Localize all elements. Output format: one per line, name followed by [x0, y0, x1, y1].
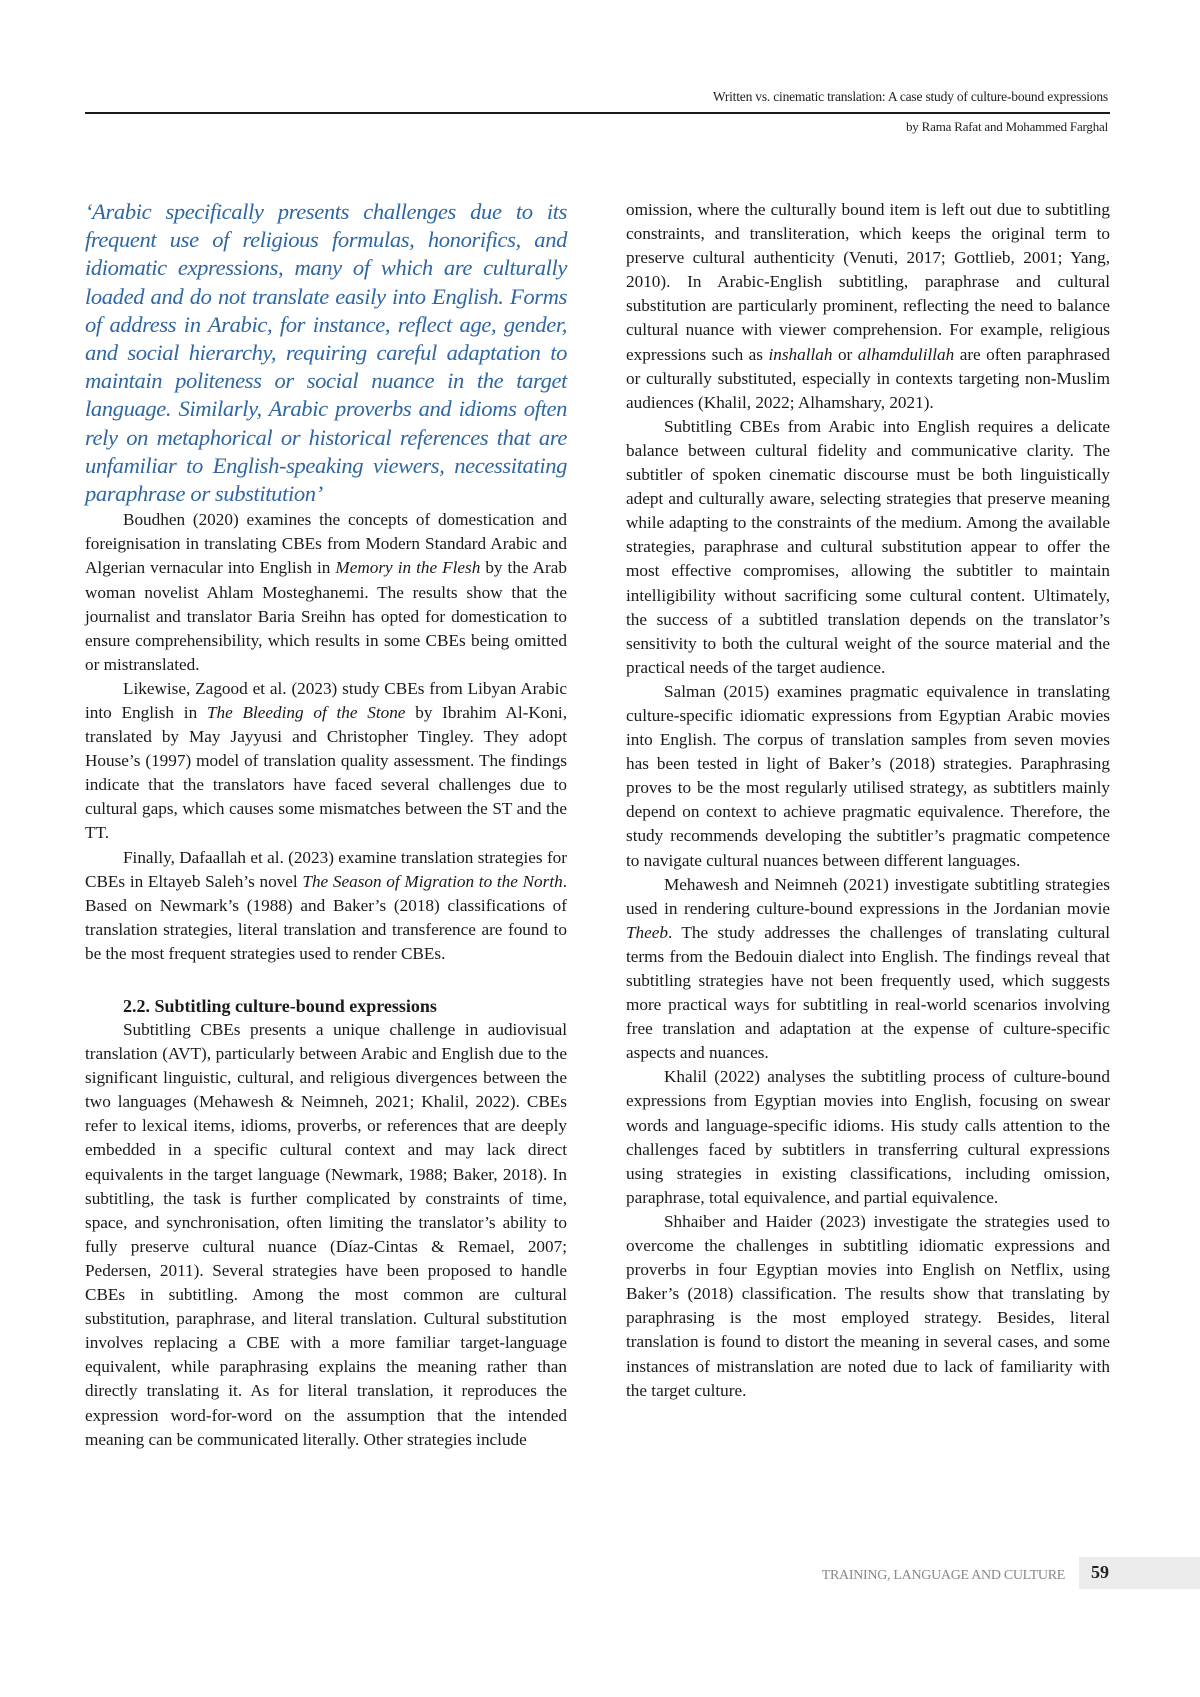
paragraph: Shhaiber and Haider (2023) investigate the strategies used to overcome the challenges in subtitling idiomatic expressions and proverbs in four Egyptian movies into English on Netflix, using Baker’s (2018) classification. The results show that translating by paraphrasing is the most employed strategy. Besides, literal translation is found to distort the meaning in several cases, and some instances of mistranslation are noted due to lack of familiarity with the target culture. [626, 1211, 1110, 1400]
footer-journal-name: TRAINING, LANGUAGE AND CULTURE [821, 1568, 1065, 1583]
term: alhamdulillah [857, 344, 955, 364]
pull-quote: ‘Arabic specifically presents challenges due to its frequent use of religious formulas, honorifics, and idiomatic expressions, many of which are culturally loaded and do not translate easily into English. Forms of address in Arabic, for instance, reflect age, gender, and social hierarchy, requiring careful adaptation to maintain politeness or social nuance in the target language. Similarly, Arabic proverbs and idioms often rely on metaphorical or historical references that are unfamiliar to English-speaking viewers, necessitating paraphrase or substitution’ [85, 199, 567, 507]
book-title: The Bleeding of the Stone [206, 702, 406, 722]
book-title: The Season of Migration to the North [302, 871, 563, 891]
paragraph: Boudhen (2020) examines the concepts of domestication and foreignisation in translating CBEs from Modern Standard Arabic and Algerian vernacular into English in Memory in the Flesh by the Arab woman novelist Ahlam Mosteghanemi. The results show that the journalist and translator Baria Sreihn has opted for domestication to ensure comprehensibility, which results in some CBEs being omitted or mistranslated. [85, 510, 567, 674]
paragraph: Khalil (2022) analyses the subtitling process of culture-bound expressions from Egyptian movies into English, focusing on swear words and language-specific idioms. His study calls attention to the challenges faced by subtitlers in transferring cultural expressions using strategies in existing classifications, including omission, paraphrase, total equivalence, and partial equivalence. [626, 1067, 1110, 1207]
paragraph: Subtitling CBEs from Arabic into English requires a delicate balance between cultural fidelity and communicative clarity. The subtitler of spoken cinematic discourse must be both linguistically adept and culturally aware, selecting strategies that preserve meaning while adapting to the constraints of the medium. Among the available strategies, paraphrase and cultural substitution appear to offer the most effective compromises, allowing the subtitler to maintain intelligibility without sacrificing some cultural content. Ultimately, the success of a subtitled translation depends on the translator’s sensitivity to both the cultural weight of the source material and the practical needs of the target audience. [626, 416, 1110, 677]
header-rule [85, 112, 1110, 114]
running-header-title: Written vs. cinematic translation: A case study of culture-bound expressions [712, 89, 1108, 104]
section-heading: 2.2. Subtitling culture-bound expressions [123, 996, 437, 1017]
paragraph: Subtitling CBEs presents a unique challenge in audiovisual translation (AVT), particularly between Arabic and English due to the significant linguistic, cultural, and religious divergences between the two languages (Mehawesh & Neimneh, 2021; Khalil, 2022). CBEs refer to lexical items, idioms, proverbs, or references that are deeply embedded in a specific cultural context and may lack direct equivalents in the target language (Newmark, 1988; Baker, 2018). In subtitling, the task is further complicated by constraints of time, space, and synchronisation, often limiting the translator’s ability to fully preserve cultural nuance (Díaz-Cintas & Remael, 2007; Pedersen, 2011). Several strategies have been proposed to handle CBEs in subtitling. Among the most common are cultural substitution, paraphrase, and literal translation. Cultural substitution involves replacing a CBE with a more familiar target-language equivalent, while paraphrasing explains the meaning rather than directly translating it. As for literal translation, it reproduces the expression word-for-word on the assumption that the intended meaning can be communicated literally. Other strategies include [85, 1020, 567, 1449]
paragraph: Finally, Dafaallah et al. (2023) examine translation strategies for CBEs in Eltayeb Saleh’s novel The Season of Migration to the North. Based on Newmark’s (1988) and Baker’s (2018) classifications of translation strategies, literal translation and transference are found to be the most frequent strategies used to render CBEs. [85, 847, 568, 963]
running-header-authors: by Rama Rafat and Mohammed Farghal [906, 119, 1108, 134]
term: inshallah [768, 344, 833, 364]
movie-title: Theeb [626, 922, 669, 942]
left-column [85, 198, 567, 1452]
book-title: Memory in the Flesh [335, 558, 481, 578]
paragraph: omission, where the culturally bound item is left out due to subtitling constraints, and transliteration, which keeps the original term to preserve cultural authenticity (Venuti, 2017; Gottlieb, 2001; Yang, 2010). In Arabic-English subtitling, paraphrase and cultural substitution are particularly prominent, reflecting the need to balance cultural nuance with viewer comprehension. For example, religious expressions such as inshallah or alhamdulillah are often paraphrased or culturally substituted, especially in contexts targeting non-Muslim audiences (Khalil, 2022; Alhamshary, 2021). [626, 200, 1110, 412]
footer-page-box [1079, 1557, 1200, 1589]
page-number: 59 [1091, 1562, 1109, 1582]
paragraph: Likewise, Zagood et al. (2023) study CBEs from Libyan Arabic into English in The Bleeding of the Stone by Ibrahim Al-Koni, translated by May Jayyusi and Christopher Tingley. They adopt House’s (1997) model of translation quality assessment. The findings indicate that the translators have faced several challenges due to cultural gaps, which causes some mismatches between the ST and the TT. [85, 678, 567, 843]
paragraph: Salman (2015) examines pragmatic equivalence in translating culture-specific idiomatic expressions from Egyptian Arabic movies into English. The corpus of translation samples from seven movies has been tested in light of Baker’s (2018) strategies. Paraphrasing proves to be the most regularly utilised strategy, as subtitlers mainly depend on context to achieve pragmatic equivalence. Therefore, the study recommends developing the subtitler’s pragmatic competence to navigate cultural nuances between different languages. [626, 681, 1110, 870]
right-column [626, 198, 1110, 1403]
paragraph: Mehawesh and Neimneh (2021) investigate subtitling strategies used in rendering culture-bound expressions in the Jordanian movie Theeb. The study addresses the challenges of translating cultural terms from the Bedouin dialect into English. The findings reveal that subtitling strategies have not been frequently used, which suggests more practical ways for subtitling in real-world scenarios involving free translation and adaptation at the expense of culture-specific aspects and nuances. [626, 874, 1110, 1063]
